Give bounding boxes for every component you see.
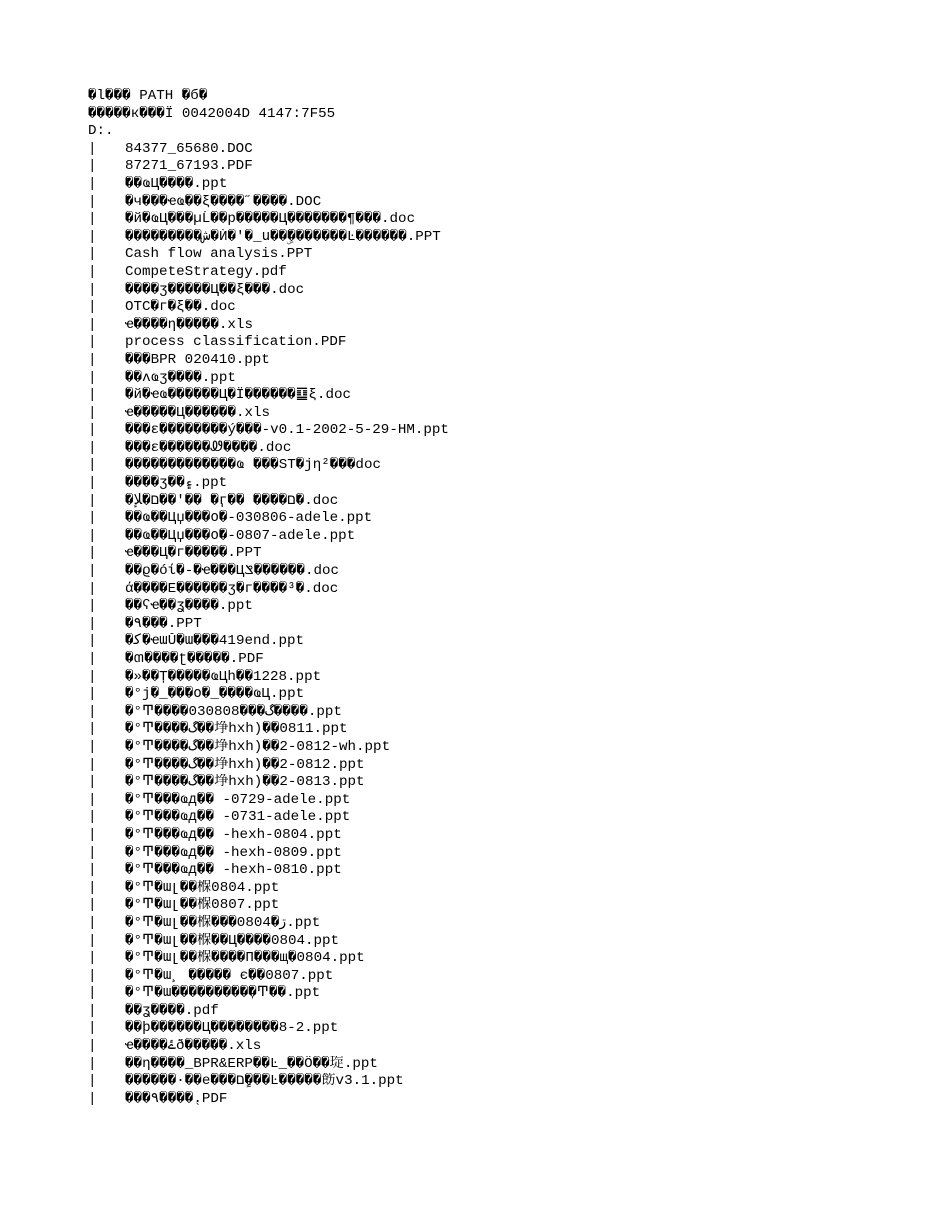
file-entry	[88, 194, 928, 212]
file-entry	[88, 845, 928, 863]
file-entry	[88, 1091, 928, 1109]
file-entry	[88, 246, 928, 264]
file-name: ��ʕҽ��ʓ����.ppt	[125, 598, 253, 615]
file-entry	[88, 616, 928, 634]
tree-branch: |	[88, 651, 97, 667]
tree-branch: |	[88, 1090, 97, 1107]
tree-branch: |	[88, 809, 97, 826]
tree-branch: |	[88, 598, 97, 615]
file-name: �°Ͳ�ա¸ ����� є��0807.ppt	[125, 967, 334, 984]
file-entry	[88, 387, 928, 405]
file-entry	[88, 933, 928, 951]
file-name: ��ҩ��Цџ���օ�-0807-adele.ppt	[125, 527, 356, 544]
tree-branch: |	[88, 950, 97, 967]
tree-branch: |	[88, 263, 97, 280]
file-entry	[88, 1038, 928, 1056]
tree-branch: |	[88, 404, 97, 421]
file-entry	[88, 792, 928, 810]
tree-branch: |	[88, 721, 97, 738]
tree-branch: |	[88, 668, 97, 685]
file-name: �°Ͳ���ҩд�� -hexh-0810.ppt	[125, 862, 342, 879]
file-name: ������·��е���ם�ٍ��Ŀ�����飭v3.1.ppt	[125, 1073, 404, 1090]
file-name: �ч���ҽҩ��ξ����˝����.DOC	[125, 193, 322, 210]
file-entry	[88, 405, 928, 423]
file-entry	[88, 264, 928, 282]
file-name: �°Ͳ����گ��埩hxh)��0811.ppt	[125, 721, 348, 738]
file-entry	[88, 757, 928, 775]
file-entry	[88, 633, 928, 651]
file-entry	[88, 598, 928, 616]
file-entry	[88, 334, 928, 352]
file-name: ���ԑ��������ý���-v0.1-2002-5-29-HM.ppt	[125, 422, 449, 439]
tree-branch: |	[88, 826, 97, 843]
tree-branch: |	[88, 545, 97, 562]
tree-branch: |	[88, 492, 97, 509]
file-name: �°Ͳ���ҩд�� -0731-adele.ppt	[125, 809, 351, 826]
file-entry	[88, 299, 928, 317]
tree-branch: |	[88, 387, 97, 404]
tree-branch: |	[88, 1002, 97, 1019]
tree-branch: |	[88, 228, 97, 245]
file-name: ���ԑ������Ꮺ����.doc	[125, 439, 292, 456]
file-entry	[88, 897, 928, 915]
file-name: �°Ͳ����گ��埩hxh)��2-0813.ppt	[125, 774, 365, 791]
tree-branch: |	[88, 756, 97, 773]
directory-listing	[88, 88, 928, 1108]
tree-branch: |	[88, 967, 97, 984]
file-entry	[88, 282, 928, 300]
file-tree	[88, 141, 928, 1109]
file-entry	[88, 422, 928, 440]
file-entry	[88, 352, 928, 370]
tree-branch: |	[88, 211, 97, 228]
tree-branch: |	[88, 527, 97, 544]
file-entry	[88, 545, 928, 563]
file-entry	[88, 528, 928, 546]
file-entry	[88, 686, 928, 704]
file-entry	[88, 229, 928, 247]
volume-serial-line: �����к���Ї 0042004D 4147:7F55	[88, 105, 336, 122]
file-entry	[88, 669, 928, 687]
tree-branch: |	[88, 175, 97, 192]
tree-branch: |	[88, 510, 97, 527]
tree-branch: |	[88, 791, 97, 808]
volume-label-line: �l��� PATH �б�	[88, 88, 208, 104]
file-name: �°Ͳ�ալ��椺0807.ppt	[125, 897, 280, 914]
tree-branch: |	[88, 703, 97, 720]
tree-branch: |	[88, 862, 97, 879]
tree-branch: |	[88, 334, 97, 351]
file-entry	[88, 211, 928, 229]
file-entry	[88, 985, 928, 1003]
tree-branch: |	[88, 580, 97, 597]
file-name: �°Ͳ���ҩд�� -0729-adele.ppt	[125, 791, 351, 808]
file-entry	[88, 1073, 928, 1091]
file-entry	[88, 721, 928, 739]
tree-branch: |	[88, 439, 97, 456]
file-entry	[88, 176, 928, 194]
file-name: ����ʒ��۽.ppt	[125, 475, 228, 492]
file-name: ���BPR 020410.ppt	[125, 351, 270, 368]
tree-branch: |	[88, 193, 97, 210]
file-entry	[88, 827, 928, 845]
tree-branch: |	[88, 369, 97, 386]
file-name: ҽ�����Ц������.xls	[125, 404, 271, 421]
file-entry	[88, 493, 928, 511]
file-name: �»��Ț�����ҩЦh��1228.ppt	[125, 668, 322, 685]
file-entry	[88, 880, 928, 898]
file-entry	[88, 440, 928, 458]
file-entry	[88, 158, 928, 176]
tree-branch: |	[88, 914, 97, 931]
file-name: �ຓ����ʈ�����.PDF	[125, 651, 264, 667]
tree-branch: |	[88, 633, 97, 650]
tree-branch: |	[88, 1038, 97, 1055]
file-entry	[88, 915, 928, 933]
file-entry	[88, 739, 928, 757]
file-name: ҽ����ۓð�����.xls	[125, 1038, 262, 1055]
tree-branch: |	[88, 422, 97, 439]
file-entry	[88, 809, 928, 827]
file-name: ҽ���Ц�г�����.PPT	[125, 545, 262, 562]
file-name: ��ϱ�óί�-�ҽ���Цݏ������.doc	[125, 563, 340, 580]
file-entry	[88, 457, 928, 475]
tree-branch: |	[88, 457, 97, 474]
file-entry	[88, 862, 928, 880]
file-entry	[88, 317, 928, 335]
file-name: OTC�г�ξ��.doc	[125, 299, 236, 316]
file-name: ��ҩ��Цџ���օ�-030806-adele.ppt	[125, 510, 373, 527]
tree-branch: |	[88, 563, 97, 580]
file-name: �°Ͳ����گ��埩hxh)��2-0812.ppt	[125, 756, 365, 773]
file-entry	[88, 1003, 928, 1021]
file-name: �°Ͳ���ҩд�� -hexh-0809.ppt	[125, 844, 342, 861]
tree-branch: |	[88, 281, 97, 298]
file-entry	[88, 141, 928, 159]
file-name: �°Ͳ�ալ��椺��Ц����0804.ppt	[125, 932, 340, 949]
tree-branch: |	[88, 897, 97, 914]
file-entry	[88, 581, 928, 599]
file-name: �°Ͳ�ալ��椺0804.ppt	[125, 879, 280, 896]
tree-branch: |	[88, 1055, 97, 1072]
file-name: ��ʌҩʒ����.ppt	[125, 369, 236, 386]
tree-branch: |	[88, 246, 97, 263]
tree-branch: |	[88, 738, 97, 755]
file-name: ά����Ε������ʒ�г����³�.doc	[125, 580, 339, 597]
file-entry	[88, 968, 928, 986]
file-name: �°Ͳ����030808���گ����.ppt	[125, 703, 342, 720]
tree-branch: |	[88, 932, 97, 949]
tree-branch: |	[88, 299, 97, 316]
file-name: process classification.PDF	[125, 334, 347, 351]
tree-branch: |	[88, 774, 97, 791]
tree-branch: |	[88, 1073, 97, 1090]
file-entry	[88, 950, 928, 968]
file-name: �й�ҩЦ���µĹ��р�����Ц�������¶���.doc	[125, 211, 416, 228]
file-name: �й�ҽҩ������Ц�Ї������䷨ξ.doc	[125, 387, 351, 404]
tree-branch: |	[88, 1020, 97, 1037]
tree-branch: |	[88, 140, 97, 157]
file-name: �ﮐ�ҽաŬ�ա���419end.ppt	[125, 633, 305, 650]
file-name: �°j�_���օ�_����ҩЦ.ppt	[125, 686, 305, 703]
file-name: CompeteStrategy.pdf	[125, 263, 287, 280]
tree-branch: |	[88, 351, 97, 368]
file-name: ҽ����η�����.xls	[125, 316, 253, 333]
file-entry	[88, 651, 928, 669]
file-name: �٩���.PPT	[125, 615, 202, 632]
file-name: �°Ͳ�ա���������ֽ�Ͳ��.ppt	[125, 985, 321, 1002]
file-name: �ם�ﻺ��'�� �ӷ�� ����ם�.doc	[125, 492, 339, 509]
file-name: 87271_67193.PDF	[125, 158, 253, 175]
file-name: �°Ͳ�ալ��椺����Π���щ�0804.ppt	[125, 950, 365, 967]
file-name: ����ʒ�����Ц��ξ���.doc	[125, 281, 305, 298]
tree-branch: |	[88, 475, 97, 492]
file-name: ��η����_BPR&ERP��Ŀ_��Ö��琁.ppt	[125, 1055, 378, 1072]
file-name: ���������ش�Ѝ�'�_ս��ۣ֞�������Ŀ������.PPT	[125, 228, 441, 245]
tree-branch: |	[88, 985, 97, 1002]
file-name: Cash flow analysis.PPT	[125, 246, 313, 263]
tree-branch: |	[88, 879, 97, 896]
tree-branch: |	[88, 615, 97, 632]
file-entry	[88, 370, 928, 388]
file-entry	[88, 1020, 928, 1038]
root-path: D:.	[88, 123, 114, 140]
file-name: �������������ҩ ���ST�jη²���doc	[125, 457, 381, 474]
file-name: �°Ͳ���ҩд�� -hexh-0804.ppt	[125, 826, 342, 843]
file-entry	[88, 563, 928, 581]
file-entry	[88, 475, 928, 493]
tree-branch: |	[88, 158, 97, 175]
file-entry	[88, 774, 928, 792]
file-name: ��ʓ����.pdf	[125, 1002, 219, 1019]
tree-branch: |	[88, 844, 97, 861]
file-name: �°Ͳ�ալ��椺���0804�ڗ.ppt	[125, 914, 321, 931]
file-name: 84377_65680.DOC	[125, 140, 253, 157]
file-name: ��ҩЦ����.ppt	[125, 175, 228, 192]
file-name: ���٩����֖.PDF	[125, 1090, 228, 1107]
file-name: �°Ͳ����گ��埩hxh)��2-0812-wh.ppt	[125, 738, 391, 755]
tree-branch: |	[88, 316, 97, 333]
file-entry	[88, 704, 928, 722]
file-name: ��þ������Ц��������8-2.ppt	[125, 1020, 339, 1037]
tree-branch: |	[88, 686, 97, 703]
file-entry	[88, 510, 928, 528]
file-entry	[88, 1056, 928, 1074]
